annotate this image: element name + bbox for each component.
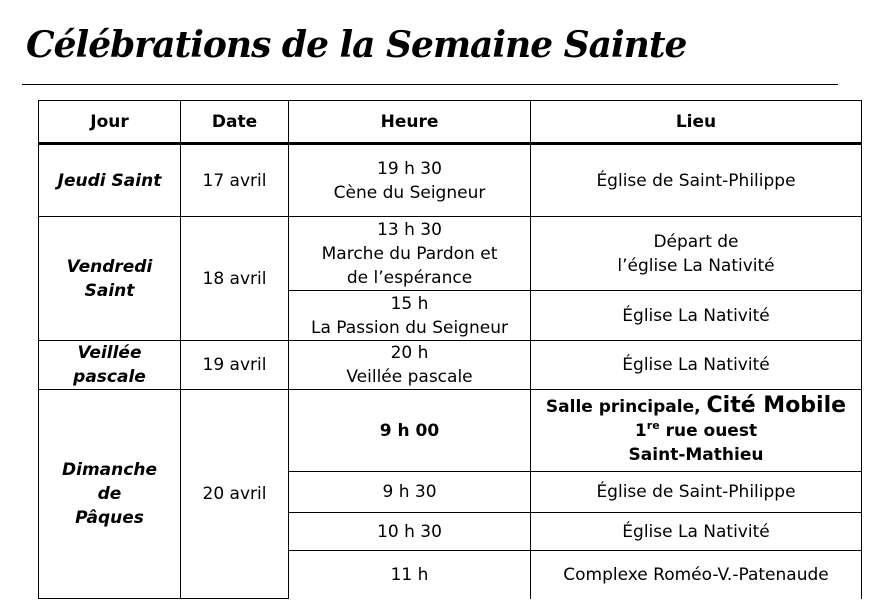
header-jour: Jour bbox=[39, 101, 181, 144]
time-cell bbox=[289, 144, 531, 217]
table-row bbox=[39, 390, 862, 472]
location-name: Cité Mobile bbox=[706, 393, 847, 418]
day-line: Dimanche bbox=[62, 460, 157, 480]
day-vendredi-saint bbox=[39, 217, 181, 341]
day-line: de bbox=[97, 484, 122, 504]
location-cell: Église de Saint-Philippe bbox=[531, 144, 862, 217]
time-value: 15 h bbox=[390, 293, 429, 314]
date-cell: 20 avril bbox=[181, 390, 289, 599]
time-value: 19 h 30 bbox=[377, 158, 442, 179]
location-line bbox=[535, 419, 857, 443]
location-venue: Salle principale, bbox=[545, 397, 701, 417]
header-heure: Heure bbox=[289, 101, 531, 144]
day-dimanche-paques bbox=[39, 390, 181, 599]
location-cell bbox=[531, 217, 862, 291]
service-name: Marche du Pardon et bbox=[321, 243, 498, 264]
header-lieu: Lieu bbox=[531, 101, 862, 144]
street-number-suffix: re bbox=[646, 419, 660, 432]
service-name: La Passion du Seigneur bbox=[311, 317, 508, 338]
time-value: 20 h bbox=[390, 343, 429, 363]
service-name: de l’espérance bbox=[346, 267, 473, 288]
time-cell: 9 h 00 bbox=[289, 390, 531, 472]
time-cell bbox=[289, 341, 531, 390]
table-row bbox=[39, 341, 862, 390]
table-row bbox=[39, 217, 862, 291]
schedule-table bbox=[38, 100, 862, 599]
day-line: pascale bbox=[73, 367, 146, 387]
date-cell: 19 avril bbox=[181, 341, 289, 390]
day-line: Saint bbox=[84, 280, 135, 301]
day-line: Pâques bbox=[75, 508, 144, 528]
location-line: l’église La Nativité bbox=[617, 255, 775, 276]
page-title: Célébrations de la Semaine Sainte bbox=[26, 24, 687, 66]
date-cell: 17 avril bbox=[181, 144, 289, 217]
date-cell: 18 avril bbox=[181, 217, 289, 341]
time-cell: 10 h 30 bbox=[289, 513, 531, 551]
location-cell bbox=[531, 390, 862, 472]
time-cell: 11 h bbox=[289, 551, 531, 599]
title-divider bbox=[22, 84, 838, 85]
day-jeudi-saint: Jeudi Saint bbox=[39, 144, 181, 217]
location-line: Saint-Mathieu bbox=[628, 445, 764, 465]
day-line: Vendredi bbox=[66, 256, 153, 277]
day-line: Veillée bbox=[77, 343, 142, 363]
location-cell: Église La Nativité bbox=[531, 291, 862, 341]
service-name: Veillée pascale bbox=[346, 367, 473, 387]
location-cell: Église de Saint-Philippe bbox=[531, 472, 862, 513]
time-cell bbox=[289, 291, 531, 341]
location-line: Départ de bbox=[653, 231, 739, 252]
street-name: rue ouest bbox=[665, 421, 758, 441]
location-cell: Église La Nativité bbox=[531, 341, 862, 390]
time-cell bbox=[289, 217, 531, 291]
header-row bbox=[39, 101, 862, 144]
header-date: Date bbox=[181, 101, 289, 144]
street-number: 1 bbox=[634, 421, 647, 441]
location-cell: Église La Nativité bbox=[531, 513, 862, 551]
location-line bbox=[535, 394, 857, 419]
location-cell: Complexe Roméo-V.-Patenaude bbox=[531, 551, 862, 599]
time-value: 13 h 30 bbox=[377, 219, 442, 240]
time-cell: 9 h 30 bbox=[289, 472, 531, 513]
day-veillee-pascale bbox=[39, 341, 181, 390]
table-row bbox=[39, 144, 862, 217]
service-name: Cène du Seigneur bbox=[333, 182, 486, 203]
